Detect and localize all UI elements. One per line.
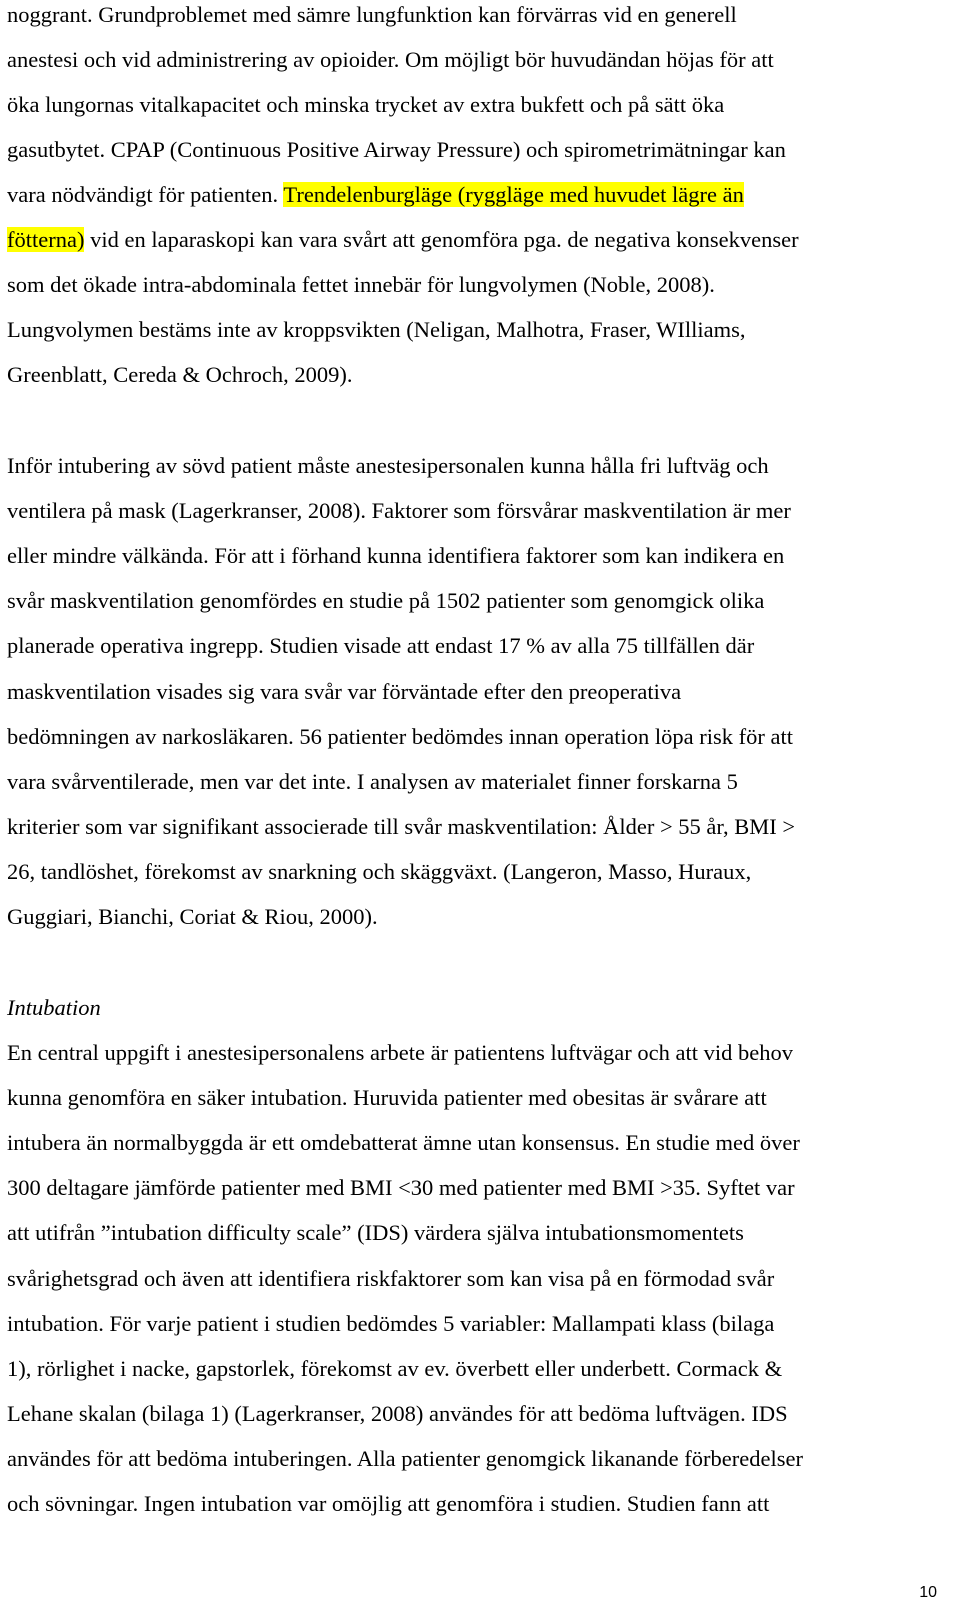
text-segment: kriterier som var signifikant associerade till svår maskventilation: Ålder > 55 år, BMI > [7, 814, 796, 839]
text-line [7, 541, 784, 571]
text-segment: noggrant. Grundproblemet med sämre lungfunktion kan förvärras vid en generell [7, 2, 737, 27]
highlighted-text: fötterna) [7, 227, 85, 252]
text-segment: att utifrån ”intubation difficulty scale” (IDS) värdera själva intubationsmomentets [7, 1220, 744, 1245]
text-line [7, 1489, 769, 1519]
text-line [7, 767, 738, 797]
text-line [7, 90, 724, 120]
text-line [7, 1083, 767, 1113]
text-line [7, 135, 786, 165]
text-segment: användes för att bedöma intuberingen. Alla patienter genomgick likanande förberedelser [7, 1446, 803, 1471]
text-line [7, 993, 101, 1023]
text-segment: Greenblatt, Cereda & Ochroch, 2009). [7, 362, 353, 387]
text-line [7, 1128, 800, 1158]
text-segment: 300 deltagare jämförde patienter med BMI <30 med patienter med BMI >35. Syftet var [7, 1175, 795, 1200]
text-segment: gasutbytet. CPAP (Continuous Positive Airway Pressure) och spirometrimätningar kan [7, 137, 786, 162]
text-segment: anestesi och vid administrering av opioider. Om möjligt bör huvudändan höjas för att [7, 47, 774, 72]
text-line [7, 1218, 744, 1248]
text-segment: bedömningen av narkosläkaren. 56 patienter bedömdes innan operation löpa risk för att [7, 724, 794, 749]
text-line [7, 902, 378, 932]
text-line [7, 586, 764, 616]
text-line [7, 0, 737, 30]
text-segment: Lehane skalan (bilaga 1) (Lagerkranser, 2008) användes för att bedöma luftvägen. IDS [7, 1401, 788, 1426]
text-segment: svårighetsgrad och även att identifiera riskfaktorer som kan visa på en förmodad svår [7, 1266, 775, 1291]
text-line [7, 857, 751, 887]
text-segment: En central uppgift i anestesipersonalens arbete är patientens luftvägar och att vid behov [7, 1040, 793, 1065]
text-segment: kunna genomföra en säker intubation. Huruvida patienter med obesitas är svårare att [7, 1085, 767, 1110]
text-segment: maskventilation visades sig vara svår var förväntade efter den preoperativa [7, 679, 682, 704]
text-segment: intubation. För varje patient i studien bedömdes 5 variabler: Mallampati klass (bilaga [7, 1311, 775, 1336]
text-line [7, 1264, 774, 1294]
text-line [7, 45, 774, 75]
section-heading: Intubation [7, 995, 101, 1020]
text-line [7, 1354, 782, 1384]
text-segment: planerade operativa ingrepp. Studien visade att endast 17 % av alla 75 tillfällen där [7, 633, 755, 658]
text-segment: 1), rörlighet i nacke, gapstorlek, förekomst av ev. överbett eller underbett. Cormack & [7, 1356, 783, 1381]
text-segment: eller mindre välkända. För att i förhand kunna identifiera faktorer som kan indikera en [7, 543, 785, 568]
text-line [7, 677, 681, 707]
text-segment: Guggiari, Bianchi, Coriat & Riou, 2000). [7, 904, 378, 929]
page-number: 10 [919, 1584, 937, 1601]
text-line [7, 1173, 795, 1203]
text-line [7, 451, 769, 481]
text-segment: vid en laparaskopi kan vara svårt att genomföra pga. de negativa konsekvenser [84, 227, 799, 252]
text-segment: Inför intubering av sövd patient måste anestesipersonalen kunna hålla fri luftväg och [7, 453, 769, 478]
text-segment: Lungvolymen bestäms inte av kroppsvikten (Neligan, Malhotra, Fraser, WIlliams, [7, 317, 746, 342]
text-segment: vara svårventilerade, men var det inte. I analysen av materialet finner forskarna 5 [7, 769, 738, 794]
text-line [7, 631, 754, 661]
text-line [7, 496, 791, 526]
text-line [7, 1444, 803, 1474]
text-line [7, 1038, 793, 1068]
highlighted-text: Trendelenburgläge (ryggläge med huvudet lägre än [283, 182, 744, 207]
text-line [7, 270, 715, 300]
text-segment: ventilera på mask (Lagerkranser, 2008). Faktorer som försvårar maskventilation är mer [7, 498, 791, 523]
text-line [7, 1399, 788, 1429]
text-segment: svår maskventilation genomfördes en studie på 1502 patienter som genomgick olika [7, 588, 765, 613]
text-segment: 26, tandlöshet, förekomst av snarkning och skäggväxt. (Langeron, Masso, Huraux, [7, 859, 752, 884]
text-line [7, 315, 746, 345]
text-line [7, 812, 795, 842]
text-line [7, 1309, 774, 1339]
text-segment: öka lungornas vitalkapacitet och minska trycket av extra bukfett och på sätt öka [7, 92, 725, 117]
text-segment: som det ökade intra-abdominala fettet innebär för lungvolymen (Noble, 2008). [7, 272, 715, 297]
text-line [7, 225, 799, 255]
text-line [7, 360, 353, 390]
text-line [7, 180, 744, 210]
text-segment: vara nödvändigt för patienten. [7, 182, 284, 207]
text-segment: intubera än normalbyggda är ett omdebatterat ämne utan konsensus. En studie med över [7, 1130, 800, 1155]
text-segment: och sövningar. Ingen intubation var omöjlig att genomföra i studien. Studien fann att [7, 1491, 770, 1516]
text-line [7, 722, 793, 752]
